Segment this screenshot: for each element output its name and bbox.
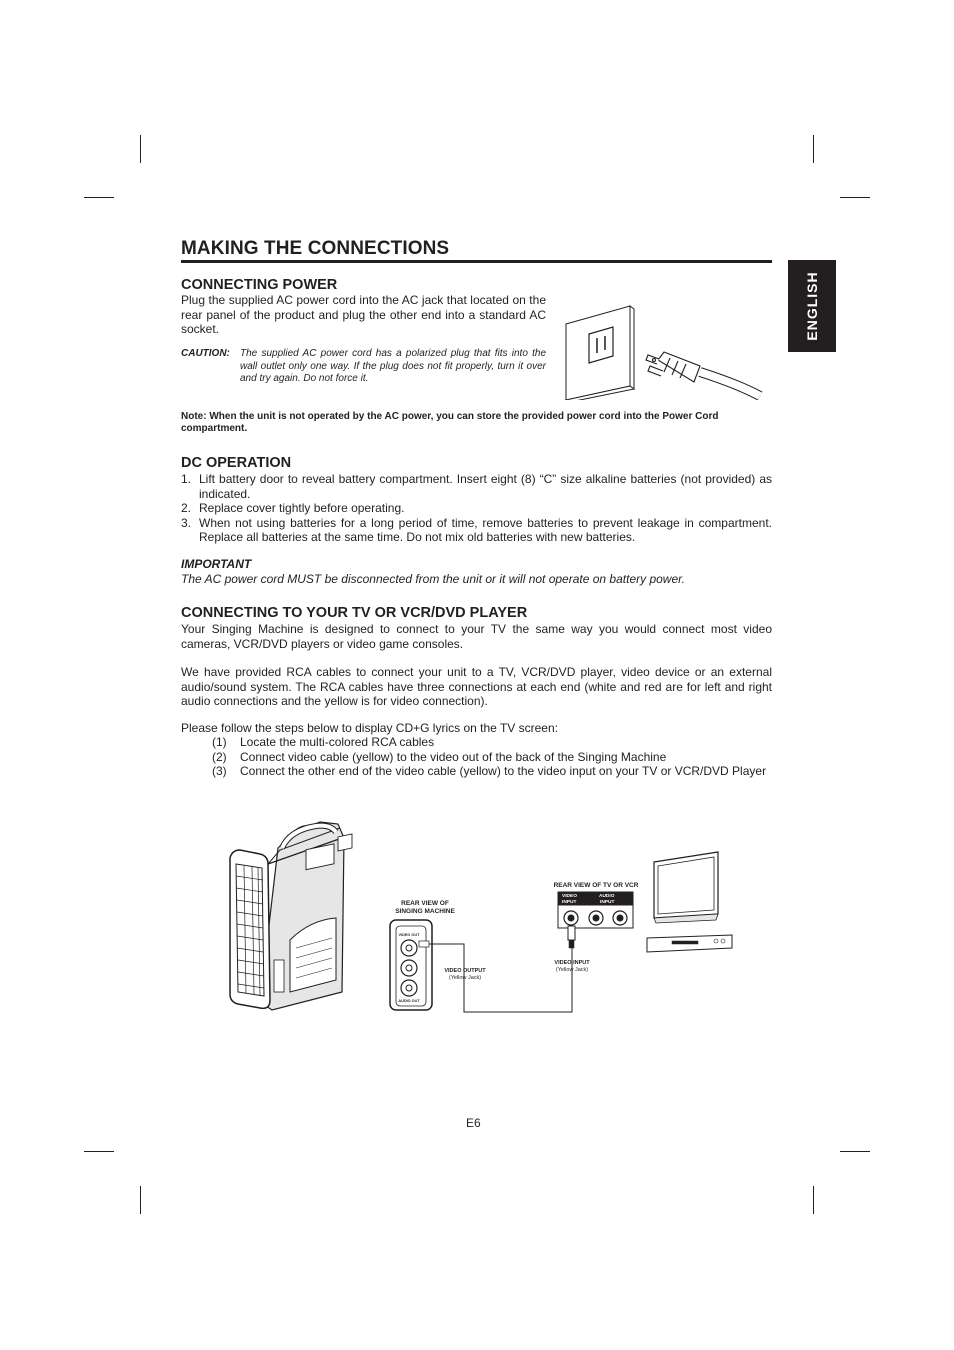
list-item <box>181 516 772 545</box>
title-rule <box>181 260 772 263</box>
rear-view-machine-label-line-1: REAR VIEW OF <box>401 900 449 907</box>
crop-mark <box>84 197 114 198</box>
list-item-number: (3) <box>212 764 227 778</box>
connecting-power-body: Plug the supplied AC power cord into the AC jack that located on the rear panel of the product and plug the other end into a standard AC socket. <box>181 293 546 336</box>
crop-mark <box>140 1186 141 1214</box>
tv-steps-list <box>212 735 772 779</box>
tv-icon <box>654 852 718 923</box>
dc-operation-heading: DC OPERATION <box>181 455 292 471</box>
audio-input-panel-label-line-1: AUDIO <box>599 894 615 899</box>
video-output-label-line-1: VIDEO OUTPUT <box>444 968 486 974</box>
important-text: The AC power cord MUST be disconnected from the unit or it will not operate on battery power. <box>181 572 686 586</box>
rear-view-machine-label-line-2: SINGING MACHINE <box>395 908 455 915</box>
crop-mark <box>813 135 814 163</box>
list-item <box>181 472 772 501</box>
connection-diagram <box>220 820 750 1020</box>
list-item-text: Replace cover tightly before operating. <box>199 501 405 515</box>
connecting-tv-para-2: We have provided RCA cables to connect your unit to a TV, VCR/DVD player, video device or an external audio/sound system. The RCA cables have three connections at each end (white and red are for left and right audio connections and the yellow is for video connection). <box>181 665 772 708</box>
audio-input-panel-label-line-2: INPUT <box>600 900 615 905</box>
video-input-label-line-1: VIDEO INPUT <box>554 960 590 966</box>
power-plug-icon <box>646 352 760 396</box>
vcr-icon <box>647 935 732 952</box>
list-item <box>181 501 772 516</box>
connecting-tv-heading: CONNECTING TO YOUR TV OR VCR/DVD PLAYER <box>181 605 528 621</box>
language-tab-label: ENGLISH <box>804 271 820 341</box>
power-plug-illustration <box>560 300 765 400</box>
list-item-number: 1. <box>181 472 192 486</box>
list-item <box>212 735 772 750</box>
language-tab <box>788 260 836 352</box>
video-out-label: VIDEO OUT <box>398 933 420 937</box>
connecting-power-heading: CONNECTING POWER <box>181 277 338 293</box>
list-item-text: Connect video cable (yellow) to the video out of the back of the Singing Machine <box>240 749 667 764</box>
video-input-panel-label-line-1: VIDEO <box>562 894 577 899</box>
crop-mark <box>84 1151 114 1152</box>
caution-label: CAUTION: <box>181 348 230 359</box>
list-item-text: Locate the multi-colored RCA cables <box>240 735 435 749</box>
dc-operation-list <box>181 472 772 545</box>
page-number: E6 <box>466 1116 481 1130</box>
caution-text: The supplied AC power cord has a polarized plug that fits into the wall outlet only one way. If the plug does not fit properly, turn it over and try again. Do not force it. <box>240 348 546 384</box>
power-cord-note: Note: When the unit is not operated by the AC power, you can store the provided power cord into the Power Cord compartment. <box>181 411 719 434</box>
crop-mark <box>813 1186 814 1214</box>
crop-mark <box>140 135 141 163</box>
wall-outlet-icon <box>566 306 634 400</box>
list-item-text: Connect the other end of the video cable (yellow) to the video input on your TV or VCR/DVD Player <box>240 764 767 778</box>
video-input-label-line-2: (Yellow Jack) <box>555 967 589 973</box>
important-label: IMPORTANT <box>181 557 252 571</box>
crop-mark <box>840 197 870 198</box>
list-item-number: 2. <box>181 501 192 515</box>
video-output-label-line-2: (Yellow Jack) <box>448 975 482 981</box>
crop-mark <box>840 1151 870 1152</box>
list-item-number: 3. <box>181 515 192 530</box>
rear-view-tv-label: REAR VIEW OF TV OR VCR <box>553 882 639 889</box>
caution-block <box>181 348 546 386</box>
list-item-number: (1) <box>212 735 227 749</box>
list-item-number: (2) <box>212 749 227 764</box>
connecting-tv-para-3: Please follow the steps below to display CD+G lyrics on the TV screen: <box>181 721 558 735</box>
video-input-panel-label-line-2: INPUT <box>562 900 577 905</box>
connecting-tv-para-1: Your Singing Machine is designed to connect to your TV the same way you would connect most video cameras, VCR/DVD players or video game consoles. <box>181 622 772 651</box>
list-item-text: When not using batteries for a long period of time, remove batteries to prevent leakage in compartment. Replace all batteries at the same time. Do not mix old batteries with new batteries. <box>199 515 772 544</box>
list-item <box>212 764 772 779</box>
list-item-text: Lift battery door to reveal battery compartment. Insert eight (8) “C” size alkaline batteries (not provided) as indicated. <box>199 472 772 501</box>
audio-out-label: AUDIO OUT <box>398 999 420 1003</box>
singing-machine-icon <box>230 822 352 1010</box>
list-item <box>212 750 772 765</box>
page-title: MAKING THE CONNECTIONS <box>181 238 450 259</box>
